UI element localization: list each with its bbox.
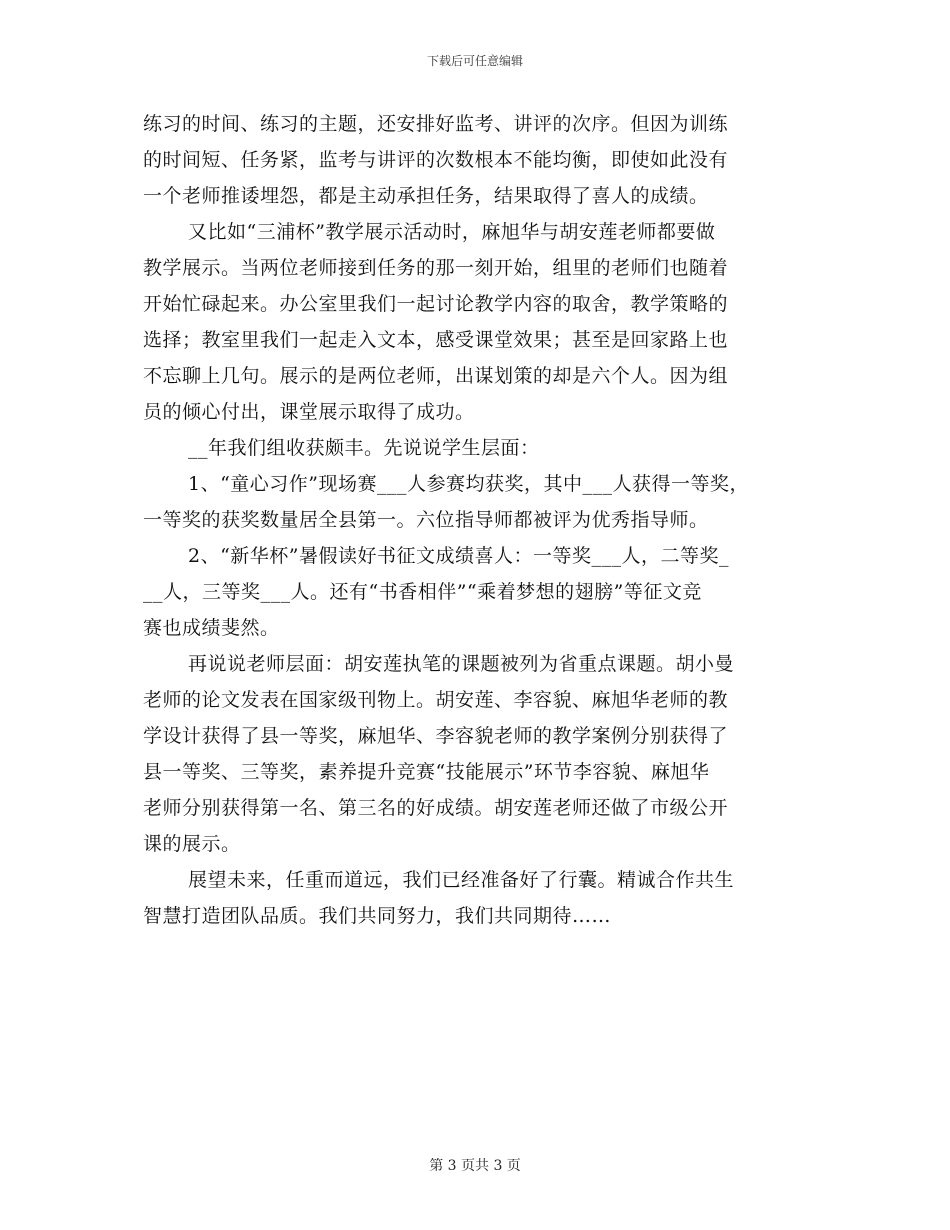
text-line: 老师的论文发表在国家级刊物上。胡安莲、李容貌、麻旭华老师的教 [143, 689, 729, 711]
paragraph [143, 466, 833, 538]
paragraph [143, 646, 833, 862]
paragraph [143, 862, 833, 934]
text-line: 一个老师推诿埋怨，都是主动承担任务，结果取得了喜人的成绩。 [143, 185, 709, 207]
text-line: 老师分别获得第一名、第三名的好成绩。胡安莲老师还做了市级公开 [143, 797, 729, 819]
page-header-note: 下载后可任意编辑 [426, 54, 523, 68]
text-line: 一等奖的获奖数量居全县第一。六位指导师都被评为优秀指导师。 [143, 509, 709, 531]
document-body [143, 106, 833, 934]
paragraph [143, 214, 833, 430]
paragraph [143, 538, 833, 646]
text-line: 智慧打造团队品质。我们共同努力，我们共同期待…… [143, 905, 612, 927]
text-line: 教学展示。当两位老师接到任务的那一刻开始，组里的老师们也随着 [143, 257, 729, 279]
text-line: 再说说老师层面：胡安莲执笔的课题被列为省重点课题。胡小曼 [188, 653, 735, 675]
text-line: 课的展示。 [143, 833, 241, 855]
text-line: 1、“童心习作”现场赛___人参赛均获奖，其中___人获得一等奖， [188, 473, 750, 495]
text-line: 展望未来，任重而道远，我们已经准备好了行囊。精诚合作共生 [188, 869, 735, 891]
page-number: 第 3 页共 3 页 [429, 1158, 521, 1174]
text-line: 学设计获得了县一等奖，麻旭华、李容貌老师的教学案例分别获得了 [143, 725, 729, 747]
text-line: 不忘聊上几句。展示的是两位老师，出谋划策的却是六个人。因为组 [143, 365, 729, 387]
text-line: 练习的时间、练习的主题，还安排好监考、讲评的次序。但因为训练 [143, 113, 729, 135]
text-line: 选择；教室里我们一起走入文本，感受课堂效果；甚至是回家路上也 [143, 329, 729, 351]
text-line: __人，三等奖___人。还有“书香相伴”“乘着梦想的翅膀”等征文竞 [143, 581, 702, 603]
text-line: 又比如“三浦杯”教学展示活动时，麻旭华与胡安莲老师都要做 [188, 221, 716, 243]
text-line: __年我们组收获颇丰。先说说学生层面： [188, 437, 540, 459]
text-line: 赛也成绩斐然。 [143, 617, 280, 639]
text-line: 员的倾心付出，课堂展示取得了成功。 [143, 401, 475, 423]
paragraph [143, 106, 833, 214]
text-line: 县一等奖、三等奖，素养提升竞赛“技能展示”环节李容貌、麻旭华 [143, 761, 710, 783]
text-line: 2、“新华杯”暑假读好书征文成绩喜人：一等奖___人，二等奖_ [188, 545, 730, 567]
text-line: 开始忙碌起来。办公室里我们一起讨论教学内容的取舍，教学策略的 [143, 293, 729, 315]
text-line: 的时间短、任务紧，监考与讲评的次数根本不能均衡，即使如此没有 [143, 149, 729, 171]
paragraph [143, 430, 833, 466]
